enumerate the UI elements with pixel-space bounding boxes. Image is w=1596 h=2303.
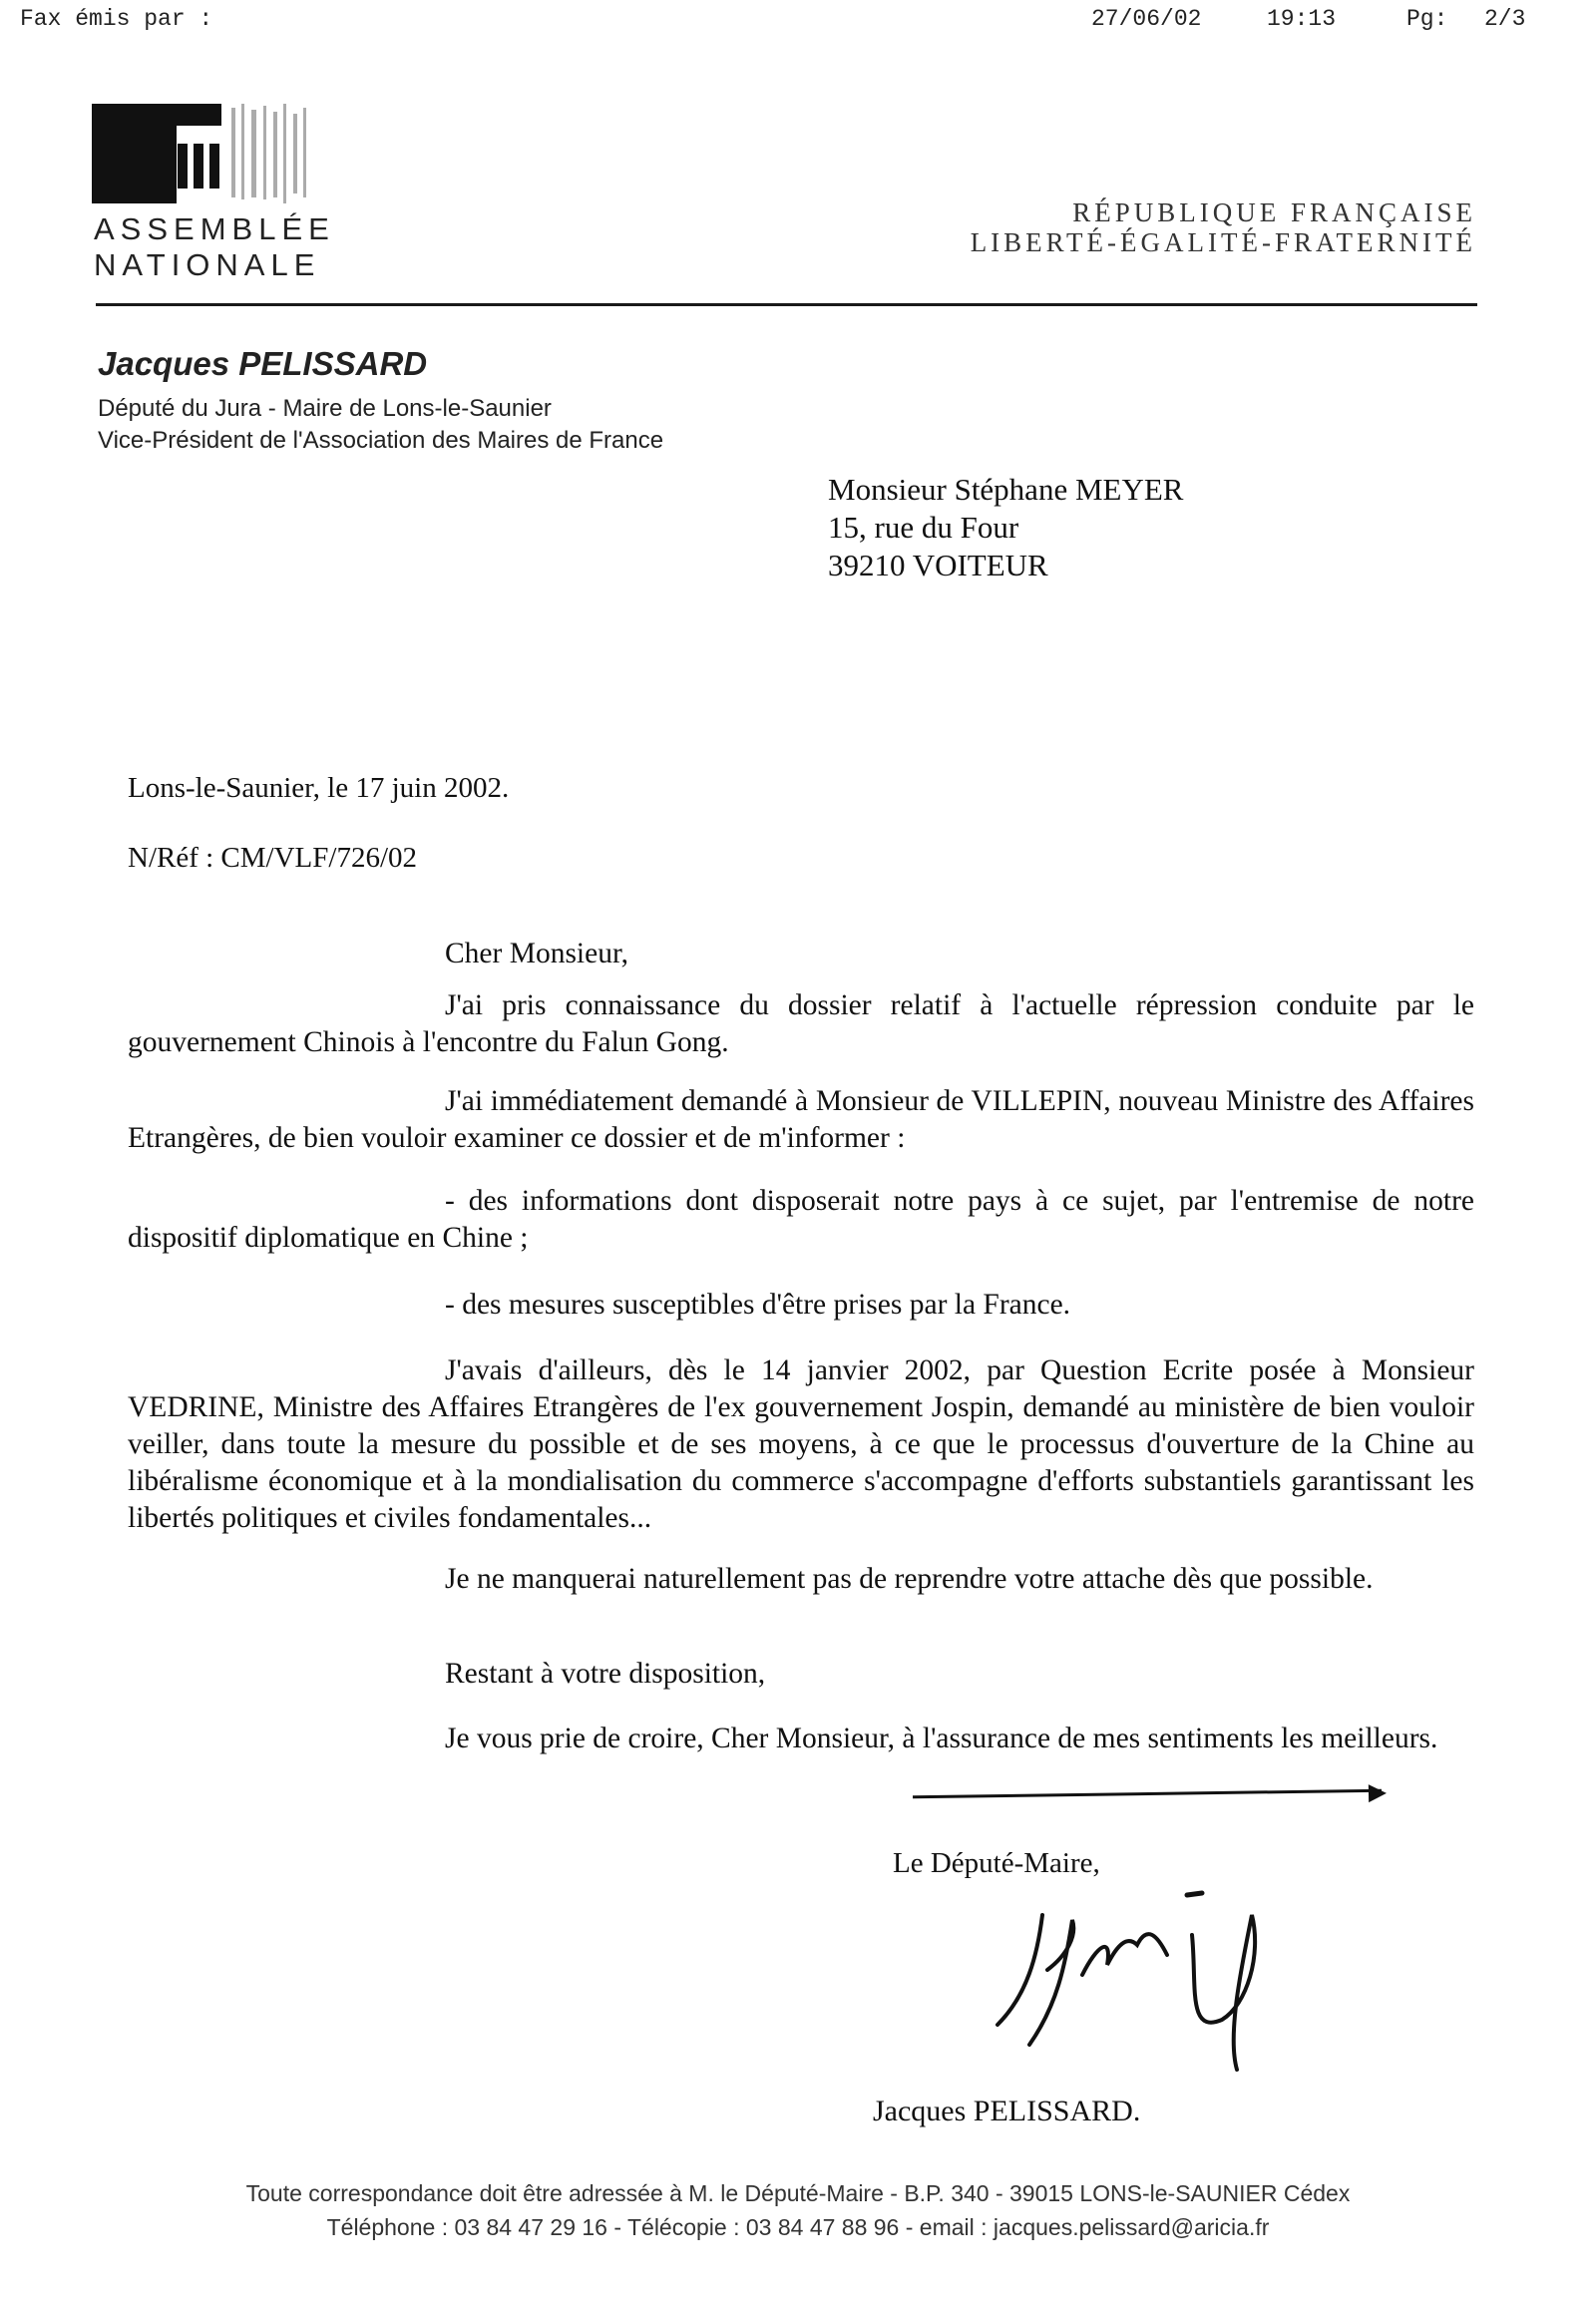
logo-line-2: NATIONALE: [94, 247, 321, 282]
paragraph-4: - des mesures susceptibles d'être prises par la France.: [445, 1289, 1071, 1321]
header-divider: [96, 303, 1477, 306]
letter-reference: N/Réf : CM/VLF/726/02: [128, 842, 418, 874]
letter-date: Lons-le-Saunier, le 17 juin 2002.: [128, 772, 510, 804]
paragraph-5: J'avais d'ailleurs, dès le 14 janvier 2002, par Question Ecrite posée à Monsieur VEDRINE, Ministre des Affaires Etrangères de l'ex gouvernement Jospin, demandé au ministère de bien vouloir veiller, dans toute la mesure du possible et de ses moyens, à ce que le processus d'ouverture de la Chine au libéralisme économique et à la mondialisation du commerce s'accompagne d'efforts substantiels garantissant les libertés politiques et civiles fondamentales...: [128, 1354, 1474, 1534]
recipient-street: 15, rue du Four: [828, 510, 1019, 545]
recipient-address: [828, 471, 1183, 584]
paragraph-7: Restant à votre disposition,: [445, 1658, 766, 1690]
republique-line-1: RÉPUBLIQUE FRANÇAISE: [1072, 197, 1476, 227]
fax-sender-label: Fax émis par :: [20, 6, 213, 32]
republique-line-2: LIBERTÉ-ÉGALITÉ-FRATERNITÉ: [970, 227, 1476, 257]
handwritten-signature-icon: [988, 1875, 1287, 2075]
fax-date: 27/06/02: [1091, 6, 1202, 32]
fax-page-number: 2/3: [1484, 6, 1526, 32]
salutation: [128, 936, 1474, 972]
footer-contact: Téléphone : 03 84 47 29 16 - Télécopie : 03 84 47 88 96 - email : jacques.pelissard@aricia.fr: [326, 2214, 1270, 2240]
handwritten-underline: [913, 1789, 1382, 1799]
recipient-city: 39210 VOITEUR: [828, 548, 1048, 582]
sender-block: [98, 345, 663, 457]
paragraph-3: - des informations dont disposerait notre pays à ce sujet, par l'entremise de notre dispositif diplomatique en Chine ;: [128, 1185, 1474, 1254]
underline-arrow-icon: [1369, 1784, 1387, 1802]
assemblee-nationale-wordmark: [94, 211, 335, 283]
salutation-text: Cher Monsieur,: [445, 938, 628, 969]
recipient-name: Monsieur Stéphane MEYER: [828, 472, 1184, 507]
paragraph-6: Je ne manquerai naturellement pas de reprendre votre attache dès que possible.: [445, 1563, 1374, 1595]
fax-page-label: Pg:: [1406, 6, 1448, 32]
sender-title-2: Vice-Président de l'Association des Maires de France: [98, 427, 664, 454]
footer-address: Toute correspondance doit être adressée à M. le Député-Maire - B.P. 340 - 39015 LONS-le-SAUNIER Cédex: [245, 2180, 1351, 2206]
sender-title-1: Député du Jura - Maire de Lons-le-Saunier: [98, 395, 552, 422]
paragraph-2: J'ai immédiatement demandé à Monsieur de VILLEPIN, nouveau Ministre des Affaires Etrangères, de bien vouloir examiner ce dossier et de m'informer :: [128, 1085, 1474, 1154]
paragraph-8: Je vous prie de croire, Cher Monsieur, à l'assurance de mes sentiments les meilleurs.: [445, 1723, 1438, 1754]
republique-motto: [971, 197, 1476, 257]
fax-time: 19:13: [1267, 6, 1337, 32]
fax-header: [0, 0, 1596, 40]
signatory-name: Jacques PELISSARD.: [873, 2095, 1141, 2127]
logo-line-1: ASSEMBLÉE: [94, 211, 335, 246]
signoff: Le Député-Maire,: [893, 1847, 1100, 1879]
sender-name: Jacques PELISSARD: [98, 345, 428, 382]
paragraph-1: J'ai pris connaissance du dossier relatif à l'actuelle répression conduite par le gouvernement Chinois à l'encontre du Falun Gong.: [128, 989, 1474, 1058]
